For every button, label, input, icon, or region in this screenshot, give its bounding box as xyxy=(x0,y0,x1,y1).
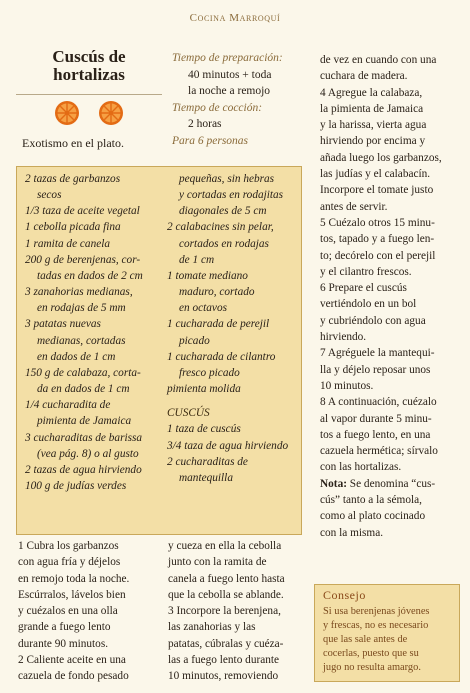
ingredient-line: pimienta molida xyxy=(167,383,241,396)
tip-line: que las sale antes de xyxy=(323,634,408,645)
intro-text: Exotismo en el plato. xyxy=(22,136,124,150)
recipe-title: Cuscús de hortalizas xyxy=(52,47,126,84)
ingredient-line: 2 calabacines sin pelar, xyxy=(167,221,274,234)
steps-column-1 xyxy=(18,538,129,685)
nota-line: como al plato cocinado xyxy=(320,510,426,523)
step-line: añada luego los garbanzos, xyxy=(320,151,442,164)
ingredient-line: 1 cucharada de cilantro xyxy=(167,350,276,363)
step-line: grande a fuego lento xyxy=(18,621,111,634)
ingredients-left xyxy=(25,171,143,494)
ingredient-line: 2 cucharaditas de xyxy=(167,455,248,468)
step-line: 10 minutos, removiendo xyxy=(168,670,279,683)
step-line: 2 Caliente aceite en una xyxy=(18,654,126,667)
ingredient-line: en octavos xyxy=(179,302,227,315)
ingredient-line: tadas en dados de 2 cm xyxy=(37,269,143,282)
nota-line: con la misma. xyxy=(320,526,384,539)
prep-info: Tiempo de preparación: 40 minutos + toda la noche a remojo Tiempo de cocción: 2 horas Para 6 personas xyxy=(172,52,283,147)
step-line: 3 Incorpore la berenjena, xyxy=(168,605,281,618)
ingredient-line: de 1 cm xyxy=(179,253,215,266)
ingredient-line: secos xyxy=(37,189,62,202)
ingredient-line: medianas, cortadas xyxy=(37,334,126,347)
step-line: 4 Agregue la calabaza, xyxy=(320,86,423,99)
ingredients-box xyxy=(16,166,302,535)
step-line: antes de servir. xyxy=(320,200,388,213)
ingredient-line: 3 cucharaditas de barissa xyxy=(25,431,143,444)
ingredient-line: fresco picado xyxy=(179,366,240,379)
tip-box xyxy=(314,584,460,682)
step-line: y el cilantro frescos. xyxy=(320,265,412,278)
step-line: al vapor durante 5 minu- xyxy=(320,412,432,425)
step-line: Incorpore el tomate justo xyxy=(320,184,434,197)
tip-line: cocerlas, puesto que su xyxy=(323,648,419,659)
step-line: 1 Cubra los garbanzos xyxy=(18,540,119,552)
step-line: 6 Prepare el cuscús xyxy=(320,282,407,295)
ingredient-line: 3 zanahorias medianas, xyxy=(25,286,133,299)
step-line: las judías y el calabacín. xyxy=(320,168,431,181)
ingredient-line: 2 tazas de garbanzos xyxy=(25,173,121,185)
ingredient-line: pimienta de Jamaica xyxy=(37,415,132,428)
tip-line: y frescas, no es necesario xyxy=(323,620,429,631)
step-line: vertiéndolo en un bol xyxy=(320,298,417,311)
step-line: 5 Cuézalo otros 15 minu- xyxy=(320,216,435,229)
step-line: tos, tapado y a fuego len- xyxy=(320,233,435,246)
ingredient-line: 3 patatas nuevas xyxy=(25,318,101,331)
recipe-title-box xyxy=(16,42,162,95)
ingredient-line: y cortadas en rodajitas xyxy=(179,189,284,202)
ingredients-right xyxy=(167,171,288,486)
step-line: y cueza en ella la cebolla xyxy=(168,540,282,552)
step-line: de vez en cuando con una xyxy=(320,54,437,66)
ingredient-line: 1 taza de cuscús xyxy=(167,423,241,436)
step-line: y cuézalos en una olla xyxy=(18,605,118,618)
step-line: durante 90 minutos. xyxy=(18,637,109,650)
step-line: 7 Agréguele la mantequi- xyxy=(320,347,435,360)
page-header: Cocina Marroquí xyxy=(189,12,281,24)
ingredient-line: 1 ramita de canela xyxy=(25,237,111,250)
ingredient-line: en dados de 1 cm xyxy=(37,350,116,363)
step-line: cazuela hermética; sírvalo xyxy=(320,445,438,458)
tip-line: jugo no resulta amargo. xyxy=(323,662,421,673)
step-line: 10 minutos. xyxy=(320,379,374,392)
ingredient-line: 1 cucharada de perejil xyxy=(167,318,270,331)
steps-column-2 xyxy=(168,538,285,685)
ingredient-line: diagonales de 5 cm xyxy=(179,205,267,218)
step-line: con las hortalizas. xyxy=(320,461,402,474)
ingredient-line: 200 g de berenjenas, cor- xyxy=(25,253,141,266)
step-line: Escúrralos, lávelos bien xyxy=(18,588,126,601)
step-line: canela a fuego lento hasta xyxy=(168,572,285,585)
nota-line: Nota: Se denomina “cus- xyxy=(320,477,436,490)
ingredient-line: pequeñas, sin hebras xyxy=(179,173,275,185)
ingredient-line: picado xyxy=(179,334,210,347)
ingredient-line: 100 g de judías verdes xyxy=(25,479,127,492)
step-line: con agua fría y déjelos xyxy=(18,556,121,569)
step-line: que la cebolla se ablande. xyxy=(168,588,284,601)
ingredient-line: 150 g de calabaza, corta- xyxy=(25,366,141,379)
ingredient-line: da en dados de 1 cm xyxy=(37,383,130,396)
nota-line: cús” tanto a la sémola, xyxy=(320,494,422,507)
step-line: patatas, cúbralas y cuéza- xyxy=(168,637,284,650)
ingredient-line: en rodajas de 5 mm xyxy=(37,302,126,315)
step-line: y cubriéndolo con agua xyxy=(320,314,426,327)
step-line: la pimienta de Jamaica xyxy=(320,102,424,115)
step-line: cuchara de madera. xyxy=(320,70,408,83)
ingredient-line: mantequilla xyxy=(179,471,233,484)
ingredient-line: (vea pág. 8) o al gusto xyxy=(37,447,139,460)
ingredient-line: 1 cebolla picada fina xyxy=(25,221,121,234)
step-line: las a fuego lento durante xyxy=(168,654,280,667)
ingredient-line: 1/3 taza de aceite vegetal xyxy=(25,205,140,218)
step-line: cazuela de fondo pesado xyxy=(18,670,129,683)
step-line: las zanahorias y las xyxy=(168,621,256,634)
step-line: hirviendo. xyxy=(320,331,367,344)
step-line: to; decórelo con el perejil xyxy=(320,249,436,262)
ingredient-line: 1 tomate mediano xyxy=(167,269,248,282)
step-line: 8 A continuación, cuézalo xyxy=(320,396,437,409)
step-line: tos a fuego lento, en una xyxy=(320,428,431,441)
ingredient-line: cortados en rodajas xyxy=(179,237,269,250)
tip-title: Consejo xyxy=(323,588,366,602)
step-line: y la harissa, vierta agua xyxy=(320,119,427,132)
ingredient-line: maduro, cortado xyxy=(179,286,255,299)
orange-slice-icon xyxy=(54,100,80,126)
ingredient-line: 1/4 cucharadita de xyxy=(25,399,111,412)
ingredient-line: 3/4 taza de agua hirviendo xyxy=(167,439,289,452)
steps-column-3 xyxy=(320,52,460,541)
cuscus-heading: CUSCÚS xyxy=(167,407,210,420)
orange-slice-icon xyxy=(98,100,124,126)
tip-line: Si usa berenjenas jóvenes xyxy=(323,606,430,617)
step-line: junto con la ramita de xyxy=(168,556,267,569)
step-line: lla y déjelo reposar unos xyxy=(320,363,431,376)
nota-label: Nota: xyxy=(320,477,347,490)
ingredient-line: 2 tazas de agua hirviendo xyxy=(25,463,142,476)
step-line: en remojo toda la noche. xyxy=(18,572,130,585)
step-line: hirviendo por encima y xyxy=(320,135,426,148)
